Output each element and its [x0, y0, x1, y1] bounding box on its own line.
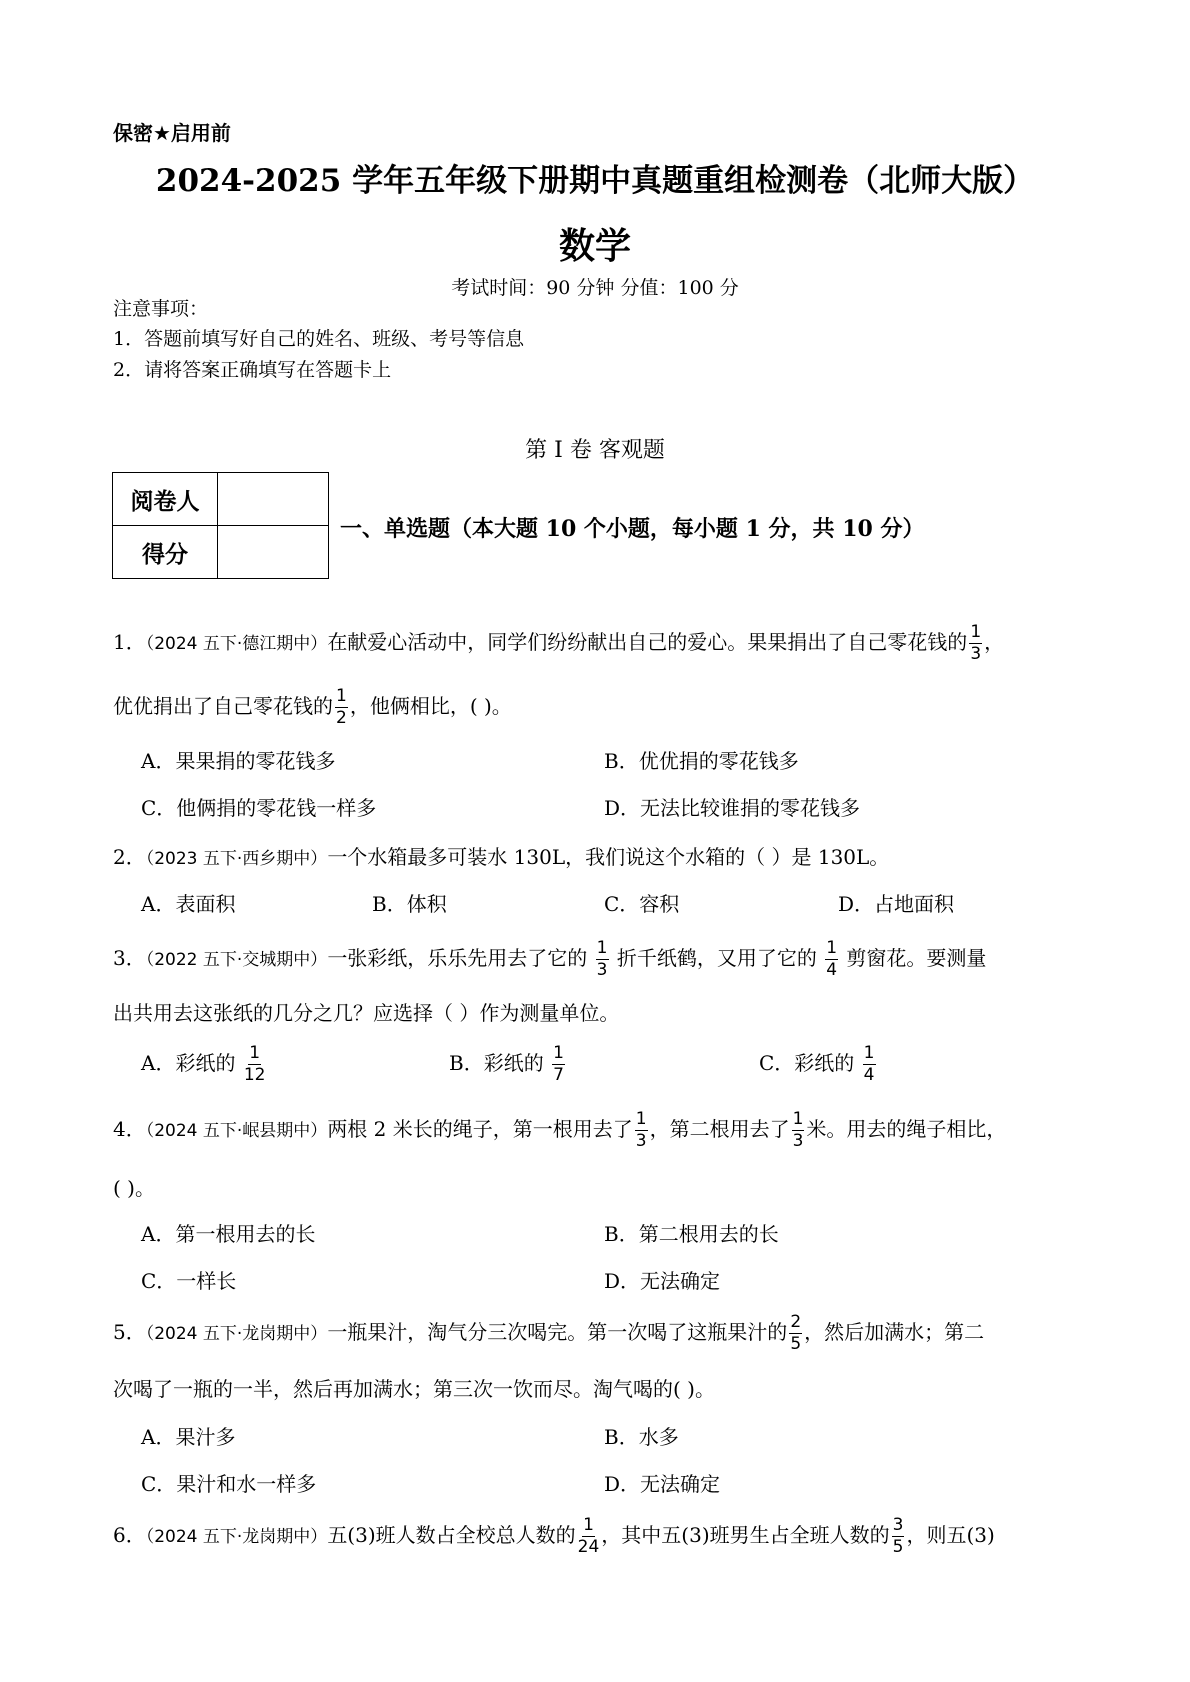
- option-a[interactable]: A．果果捐的零花钱多: [141, 749, 336, 773]
- fraction-denominator: 3: [970, 644, 982, 664]
- fraction: [244, 1045, 266, 1084]
- fraction-denominator: 4: [826, 960, 838, 980]
- fraction-denominator: 2: [336, 708, 347, 728]
- question-text: 两根 2 米长的绳子，第一根用去了: [327, 1117, 633, 1141]
- question-4-line-1: [113, 1111, 1006, 1150]
- question-text: 在献爱心活动中，同学们纷纷献出自己的爱心。果果捐出了自己零花钱的: [327, 630, 968, 654]
- fraction-numerator: 1: [553, 1043, 564, 1063]
- question-3-line-1: [113, 940, 986, 979]
- fraction-numerator: 1: [583, 1515, 594, 1535]
- question-text: 折千纸鹤，又用了它的: [610, 946, 824, 970]
- fraction: [578, 1517, 600, 1556]
- exam-title: 2024-2025 学年五年级下册期中真题重组检测卷（北师大版）: [155, 163, 1035, 199]
- question-source: （2024 五下·龙岗期中）: [145, 1527, 328, 1547]
- question-text: 剪窗花。要测量: [840, 946, 987, 970]
- question-5-line-1: [113, 1314, 984, 1353]
- question-number: 3．: [113, 946, 146, 970]
- question-source: （2024 五下·德江期中）: [145, 634, 328, 654]
- fraction: [792, 1111, 805, 1150]
- reviewer-label: 阅卷人: [113, 473, 218, 526]
- question-4-line-2: ( )。: [113, 1176, 155, 1200]
- option-text: C．彩纸的: [759, 1051, 861, 1075]
- fraction: [969, 624, 982, 663]
- option-d[interactable]: D．无法比较谁捐的零花钱多: [604, 796, 861, 820]
- question-text: ，则五(3): [906, 1523, 995, 1547]
- subject-title: 数学: [558, 225, 631, 267]
- option-c[interactable]: C．果汁和水一样多: [141, 1472, 317, 1496]
- question-text: 米。用去的绳子相比，: [806, 1117, 1007, 1141]
- option-a[interactable]: A．第一根用去的长: [141, 1222, 316, 1246]
- fraction-numerator: 1: [863, 1043, 875, 1063]
- fraction-denominator: 24: [577, 1537, 600, 1557]
- fraction-denominator: 12: [243, 1065, 266, 1085]
- question-text: ，第二根用去了: [649, 1117, 790, 1141]
- volume-title: 第 I 卷 客观题: [525, 438, 665, 463]
- question-source: （2024 五下·龙岗期中）: [145, 1324, 328, 1344]
- confidential-label: 保密★启用前: [113, 121, 231, 145]
- section-title: 一、单选题（本大题 10 个小题，每小题 1 分，共 10 分）: [340, 516, 925, 542]
- option-b[interactable]: B．第二根用去的长: [604, 1222, 779, 1246]
- question-source: （2024 五下·岷县期中）: [145, 1121, 328, 1141]
- option-b[interactable]: B．水多: [604, 1425, 679, 1449]
- score-table: [112, 472, 329, 579]
- option-text: A．彩纸的: [141, 1051, 242, 1075]
- question-1-line-2: [113, 688, 512, 727]
- notice-item: 1．答题前填写好自己的姓名、班级、考号等信息: [113, 328, 525, 350]
- option-a[interactable]: A．果汁多: [141, 1425, 236, 1449]
- fraction-denominator: 5: [790, 1334, 802, 1354]
- option-text: B．彩纸的: [449, 1051, 551, 1075]
- question-text: ，: [984, 630, 1005, 654]
- question-1-line-1: [113, 624, 1004, 663]
- question-3-line-2: 出共用去这张纸的几分之几？应选择（ ）作为测量单位。: [113, 1001, 620, 1025]
- fraction-denominator: 3: [635, 1131, 647, 1151]
- option-b[interactable]: [449, 1045, 567, 1084]
- question-6-line-1: [113, 1517, 995, 1556]
- fraction-numerator: 3: [892, 1515, 904, 1535]
- fraction: [863, 1045, 876, 1084]
- question-text: 五(3)班人数占全校总人数的: [327, 1523, 576, 1547]
- fraction-numerator: 1: [596, 938, 608, 958]
- fraction: [596, 940, 609, 979]
- question-source: （2022 五下·交城期中）: [145, 950, 328, 970]
- option-c[interactable]: [759, 1045, 878, 1084]
- question-text: ，他俩相比，( )。: [349, 694, 512, 718]
- fraction: [552, 1045, 565, 1084]
- fraction-numerator: 1: [792, 1109, 804, 1129]
- option-c[interactable]: C．一样长: [141, 1269, 237, 1293]
- question-text: ，然后加满水；第二: [804, 1320, 985, 1344]
- question-text: 一个水箱最多可装水 130L，我们说这个水箱的（ ）是 130L。: [327, 845, 890, 869]
- notice-heading: 注意事项：: [113, 298, 209, 320]
- exam-info: 考试时间：90 分钟 分值：100 分: [451, 277, 739, 299]
- question-text: ，其中五(3)班男生占全班人数的: [601, 1523, 890, 1547]
- question-text: 一瓶果汁，淘气分三次喝完。第一次喝了这瓶果汁的: [327, 1320, 788, 1344]
- score-cell[interactable]: [218, 526, 329, 579]
- option-b[interactable]: B．优优捐的零花钱多: [604, 749, 799, 773]
- fraction-numerator: 1: [826, 938, 838, 958]
- fraction-numerator: 1: [970, 622, 982, 642]
- option-d[interactable]: D．无法确定: [604, 1269, 721, 1293]
- option-c[interactable]: C．他俩捐的零花钱一样多: [141, 796, 377, 820]
- reviewer-cell[interactable]: [218, 473, 329, 526]
- fraction: [635, 1111, 648, 1150]
- score-label: 得分: [113, 526, 218, 579]
- fraction-numerator: 1: [635, 1109, 647, 1129]
- option-a[interactable]: A．表面积: [141, 892, 236, 916]
- notice-item: 2．请将答案正确填写在答题卡上: [113, 359, 392, 381]
- option-d[interactable]: D．占地面积: [838, 892, 955, 916]
- question-text: 优优捐出了自己零花钱的: [113, 694, 333, 718]
- question-number: 6．: [113, 1523, 146, 1547]
- option-b[interactable]: B．体积: [372, 892, 447, 916]
- fraction-numerator: 1: [336, 686, 347, 706]
- question-number: 1．: [113, 630, 146, 654]
- fraction-denominator: 7: [553, 1065, 564, 1085]
- question-2-line-1: [113, 841, 889, 870]
- option-d[interactable]: D．无法确定: [604, 1472, 721, 1496]
- fraction: [335, 688, 348, 727]
- question-number: 4．: [113, 1117, 146, 1141]
- fraction-denominator: 4: [863, 1065, 875, 1085]
- fraction-denominator: 3: [596, 960, 608, 980]
- fraction: [892, 1517, 905, 1556]
- question-source: （2023 五下·西乡期中）: [145, 849, 328, 869]
- fraction-numerator: 2: [790, 1312, 802, 1332]
- fraction-numerator: 1: [249, 1043, 261, 1063]
- fraction-denominator: 3: [792, 1131, 804, 1151]
- question-5-line-2: 次喝了一瓶的一半，然后再加满水；第三次一饮而尽。淘气喝的( )。: [113, 1377, 715, 1401]
- option-c[interactable]: C．容积: [604, 892, 680, 916]
- option-a[interactable]: [141, 1045, 267, 1084]
- question-text: 一张彩纸，乐乐先用去了它的: [327, 946, 594, 970]
- fraction-denominator: 5: [892, 1537, 904, 1557]
- question-number: 2．: [113, 845, 146, 869]
- fraction: [825, 940, 838, 979]
- question-number: 5．: [113, 1320, 146, 1344]
- fraction: [789, 1314, 802, 1353]
